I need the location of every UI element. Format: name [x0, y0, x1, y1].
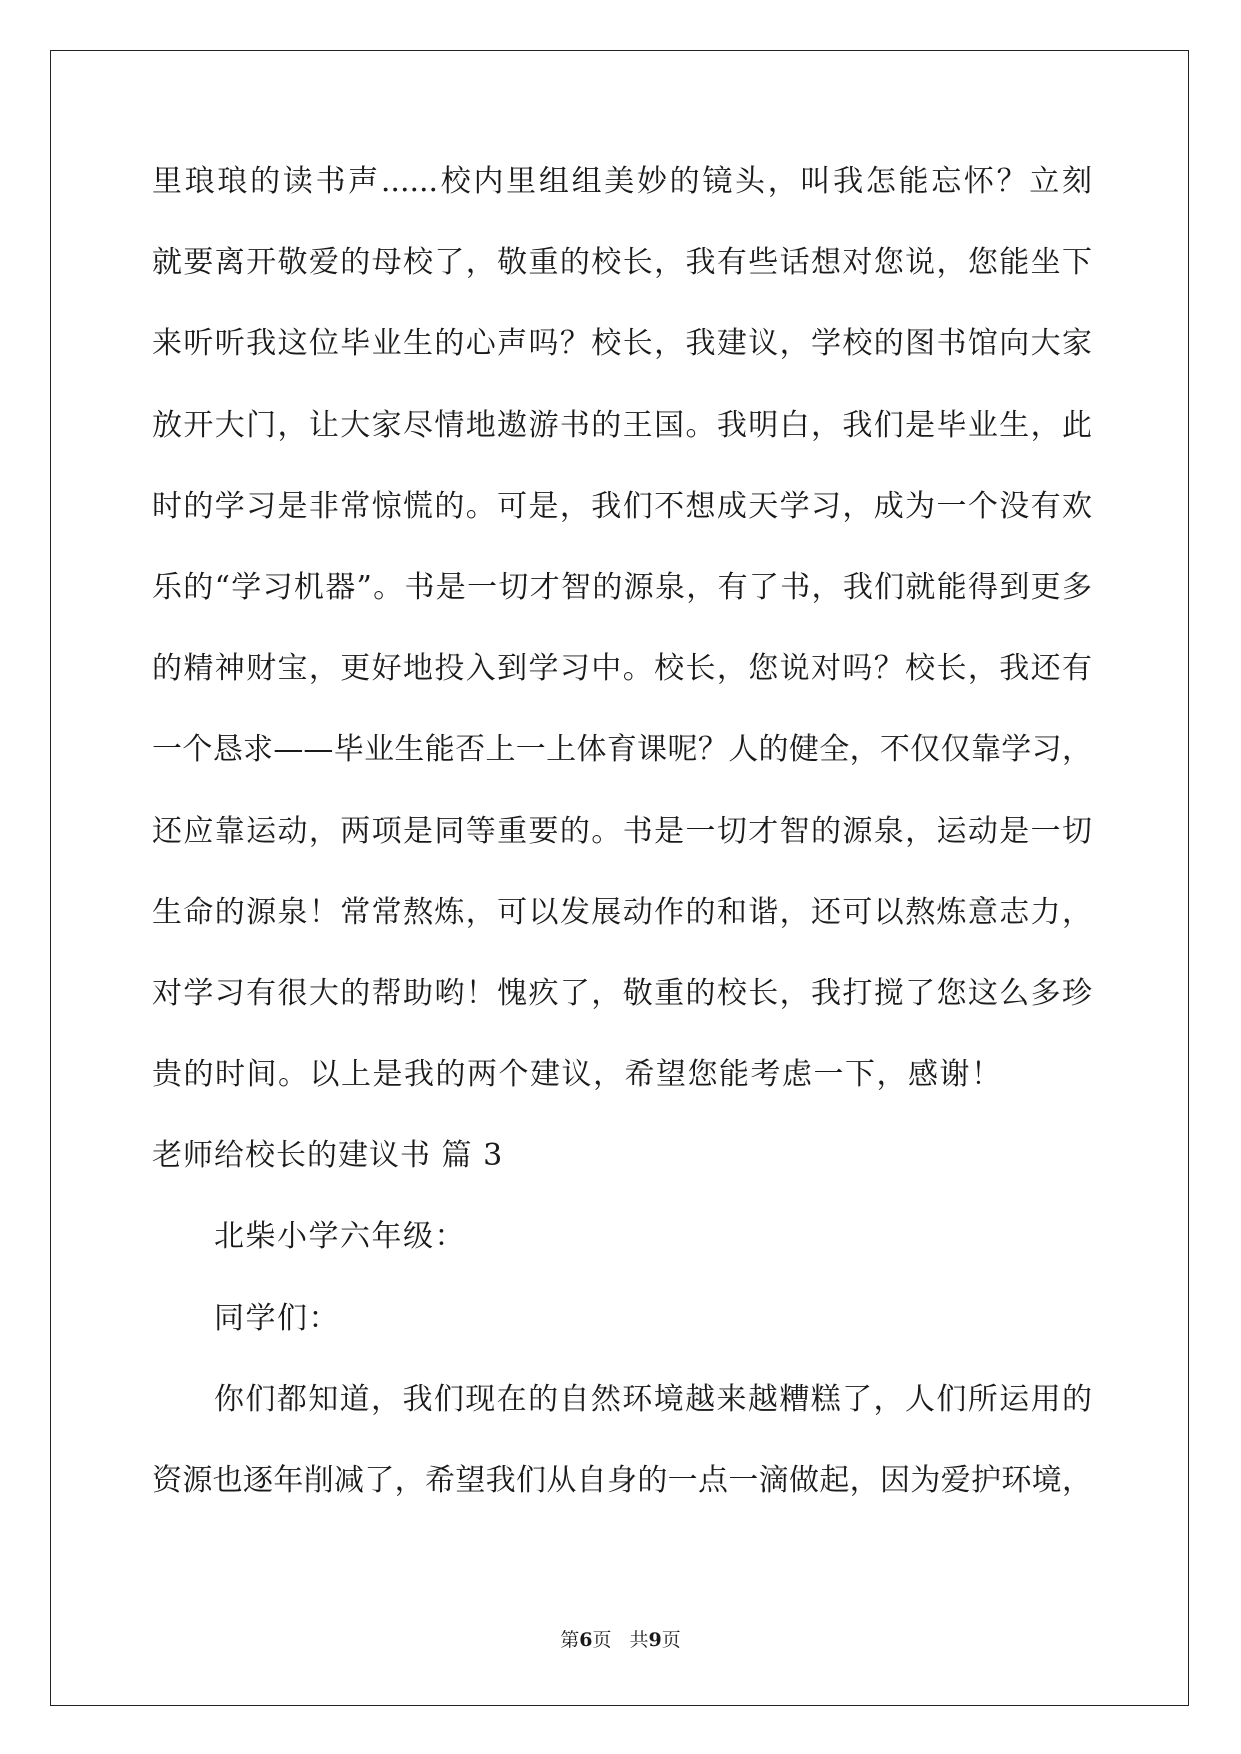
text-line-8: 一个恳求——毕业生能否上一上体育课呢？人的健全，不仅仅靠学习， [152, 732, 1092, 768]
salutation-school: 北柴小学六年级： [214, 1219, 466, 1255]
text-line-5: 时的学习是非常惊慌的。可是，我们不想成天学习，成为一个没有欢 [152, 488, 1092, 524]
text-line-4: 放开大门，让大家尽情地遨游书的王国。我明白，我们是毕业生，此 [152, 407, 1092, 443]
page-footer [0, 1628, 1241, 1652]
text-line-9: 还应靠运动，两项是同等重要的。书是一切才智的源泉，运动是一切 [152, 813, 1092, 849]
footer-prefix: 第 [560, 1629, 580, 1651]
text-line-12: 贵的时间。以上是我的两个建议，希望您能考虑一下，感谢！ [152, 1057, 1003, 1093]
footer-total-prefix: 共 [629, 1629, 649, 1651]
text-line-2: 就要离开敬爱的母校了，敬重的校长，我有些话想对您说，您能坐下 [152, 245, 1092, 281]
text-line-6: 乐的“学习机器”。书是一切才智的源泉，有了书，我们就能得到更多 [152, 569, 1092, 605]
paragraph-line-2: 资源也逐年削减了，希望我们从自身的一点一滴做起，因为爱护环境， [152, 1463, 1092, 1498]
text-line-3: 来听听我这位毕业生的心声吗？校长，我建议，学校的图书馆向大家 [152, 326, 1092, 362]
footer-page-unit: 页 [592, 1629, 612, 1651]
footer-total-pages: 9 [648, 1629, 662, 1651]
text-line-10: 生命的源泉！常常熬炼，可以发展动作的和谐，还可以熬炼意志力， [152, 894, 1092, 930]
paragraph-line-1: 你们都知道，我们现在的自然环境越来越糟糕了，人们所运用的 [214, 1381, 1092, 1417]
salutation-students: 同学们： [214, 1300, 340, 1336]
text-line-1: 里琅琅的读书声......校内里组组美妙的镜头，叫我怎能忘怀？立刻 [152, 164, 1092, 199]
footer-page-number: 6 [579, 1629, 593, 1651]
document-body [152, 162, 1092, 1542]
text-line-11: 对学习有很大的帮助哟！愧疚了，敬重的校长，我打搅了您这么多珍 [152, 975, 1092, 1011]
footer-total-unit: 页 [661, 1629, 681, 1651]
section-heading: 老师给校长的建议书 篇 3 [152, 1138, 504, 1174]
text-line-7: 的精神财宝，更好地投入到学习中。校长，您说对吗？校长，我还有 [152, 651, 1092, 687]
